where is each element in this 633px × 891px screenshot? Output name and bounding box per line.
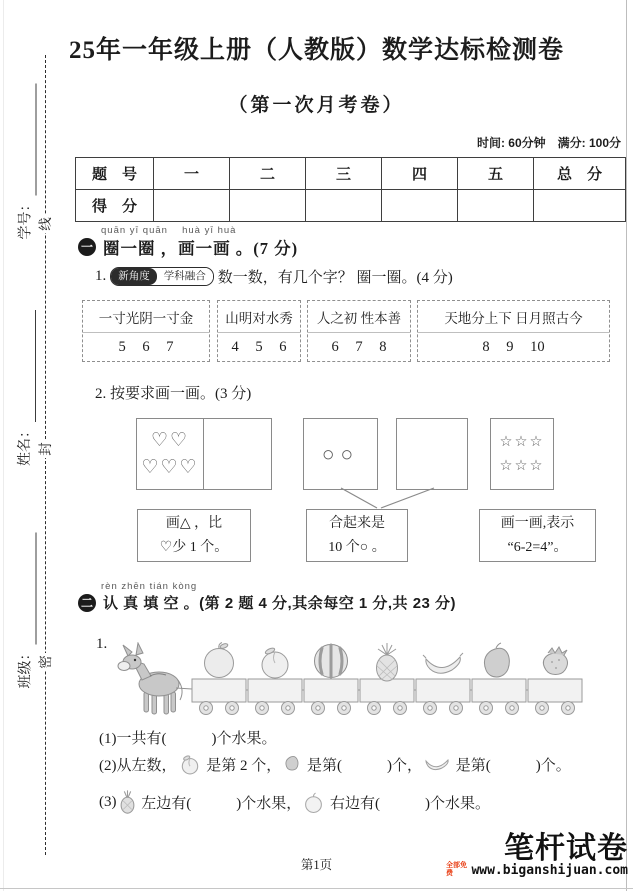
sub-question-1 <box>99 727 276 748</box>
logo-tagline: 全部免费 <box>446 862 467 877</box>
section1-pinyin: quān yī quān huà yī huà <box>101 225 237 236</box>
student-id-label: 学号： <box>18 197 34 240</box>
score-cell <box>458 190 534 222</box>
question-text: 数一数，有几个字？ 圈一圈。(4 分) <box>217 270 453 286</box>
student-id-field <box>17 65 37 240</box>
seal-char-feng: 封 <box>37 440 55 458</box>
instruction-box-triangle <box>137 509 251 562</box>
scan-edge-right <box>626 0 627 891</box>
sub-question-text: 是第 2 个， <box>202 757 282 774</box>
phrase-options: 5 6 7 <box>118 338 174 355</box>
question-1-1 <box>95 266 453 287</box>
score-header-5: 五 <box>458 158 534 190</box>
phrase-text: 山明对水秀 <box>218 301 300 333</box>
logo-url: www.biganshijuan.com <box>471 863 628 878</box>
score-cell <box>382 190 458 222</box>
class-blank <box>23 533 37 645</box>
section1-title: 圈一圈 ，画一画 。(7 分) <box>103 239 299 258</box>
instruction-line: 10 个○ 。 <box>328 539 386 555</box>
score-header-3: 三 <box>306 158 382 190</box>
sub-question-text: 左边有( )个水果， <box>137 795 302 812</box>
hearts-answer-half <box>204 419 271 489</box>
question-1-2 <box>95 382 251 403</box>
sub-question-text: (1)一共有( )个水果。 <box>99 731 277 747</box>
score-header-4: 四 <box>382 158 458 190</box>
question-number: 1. <box>96 636 108 652</box>
score-table-header-row <box>76 158 626 190</box>
section1-header <box>78 235 298 259</box>
phrase-text: 人之初 性本善 <box>308 301 410 333</box>
hearts-draw-box <box>136 418 272 490</box>
score-header-timu: 题 号 <box>76 158 154 190</box>
name-blank <box>22 310 36 422</box>
combine-connector-lines <box>333 487 443 510</box>
logo-name: 笔杆试卷 <box>504 832 628 865</box>
phrase-box-2 <box>217 300 301 362</box>
pineapple-icon <box>377 643 398 681</box>
donkey-illustration <box>118 643 192 714</box>
instruction-line: ♡少 1 个。 <box>159 539 229 555</box>
seal-char-xian: 线 <box>37 215 55 233</box>
class-label: 班级： <box>18 646 34 689</box>
score-header-total: 总 分 <box>534 158 626 190</box>
student-id-blank <box>23 84 37 196</box>
section2-pinyin: rèn zhēn tián kòng <box>101 581 198 592</box>
stars-row: ☆☆☆ <box>499 434 545 450</box>
name-label: 姓名： <box>18 424 33 466</box>
circles-box <box>303 418 378 490</box>
banana-icon <box>424 755 450 773</box>
watermelon-icon <box>315 645 348 678</box>
phrase-text: 天地分上下 日月照古今 <box>418 301 609 333</box>
stars-box <box>490 418 554 490</box>
fruit-train-illustration <box>112 642 587 720</box>
instruction-line: 画△ ，比 <box>165 515 223 531</box>
question-number: 1. <box>95 268 107 284</box>
score-header-1: 一 <box>154 158 230 190</box>
scan-edge-left <box>3 0 4 891</box>
sub-question-text: (3) <box>99 793 117 810</box>
apple-icon <box>205 643 234 678</box>
name-field <box>16 286 36 466</box>
hearts-row: ♡♡♡ <box>141 457 199 478</box>
phrase-options: 4 5 6 <box>231 338 287 355</box>
page-number: 第1页 <box>300 858 333 872</box>
paper-subtitle: （第一次月考卷） <box>228 95 405 116</box>
phrase-box-1 <box>82 300 210 362</box>
score-header-2: 二 <box>230 158 306 190</box>
section2-header <box>78 592 456 613</box>
phrase-options: 8 9 10 <box>482 338 545 355</box>
score-row-label: 得 分 <box>76 190 154 222</box>
sub-question-3 <box>99 790 490 814</box>
pineapple-icon <box>119 790 136 814</box>
instruction-box-equation <box>479 509 596 562</box>
score-table <box>75 157 626 222</box>
stars-row: ☆☆☆ <box>499 458 545 474</box>
sub-question-text: 是第( )个。 <box>452 757 571 774</box>
apple-icon <box>303 792 324 813</box>
score-cell <box>230 190 306 222</box>
question-text: 2. 按要求画一画。(3 分) <box>95 386 252 402</box>
train-carts <box>192 679 582 702</box>
circles-row: ○○ <box>321 441 360 466</box>
publisher-logo <box>446 834 628 878</box>
score-cell <box>154 190 230 222</box>
instruction-box-combine <box>306 509 408 562</box>
peach-icon <box>179 753 201 775</box>
mango-icon <box>484 643 509 677</box>
section1-number-icon: 一 <box>78 238 96 256</box>
tag-new-angle: 新角度 <box>111 268 157 285</box>
phrase-box-3 <box>307 300 411 362</box>
section2-number-icon: 二 <box>78 594 96 612</box>
peach-icon <box>262 647 288 678</box>
empty-answer-box <box>396 418 468 490</box>
score-table-score-row <box>76 190 626 222</box>
time-score-meta: 时间: 60分钟 满分: 100分 <box>476 136 621 150</box>
strawberry-icon <box>543 647 567 675</box>
mango-icon <box>283 754 301 774</box>
hearts-given-half <box>137 419 204 489</box>
seal-char-mi: 密 <box>37 653 55 671</box>
question-2-1-number <box>96 636 107 653</box>
question-tags <box>110 267 214 286</box>
scan-edge-bottom <box>0 888 633 889</box>
phrase-options: 6 7 8 <box>331 338 387 355</box>
phrase-box-4 <box>417 300 610 362</box>
score-cell <box>306 190 382 222</box>
class-field <box>17 512 37 689</box>
section2-title: 认 真 填 空 。(第 2 题 4 分,其余每空 1 分,共 23 分) <box>103 595 457 612</box>
phrase-text: 一寸光阴一寸金 <box>83 301 209 333</box>
score-cell <box>534 190 626 222</box>
paper-title: 25年一年级上册（人教版）数学达标检测卷 <box>68 37 564 64</box>
sub-question-text: 是第( )个， <box>303 757 423 774</box>
train-wheels <box>200 702 575 715</box>
instruction-line: “6-2=4”。 <box>507 539 568 555</box>
tag-subject-fusion: 学科融合 <box>157 268 213 285</box>
instruction-line: 画一画,表示 <box>500 515 575 531</box>
instruction-line: 合起来是 <box>329 515 385 531</box>
banana-icon <box>423 653 463 673</box>
hearts-row: ♡♡ <box>150 430 190 451</box>
sub-question-text: 右边有( )个水果。 <box>326 795 490 812</box>
sub-question-text: (2)从左数， <box>99 757 177 774</box>
sub-question-2 <box>99 753 571 775</box>
